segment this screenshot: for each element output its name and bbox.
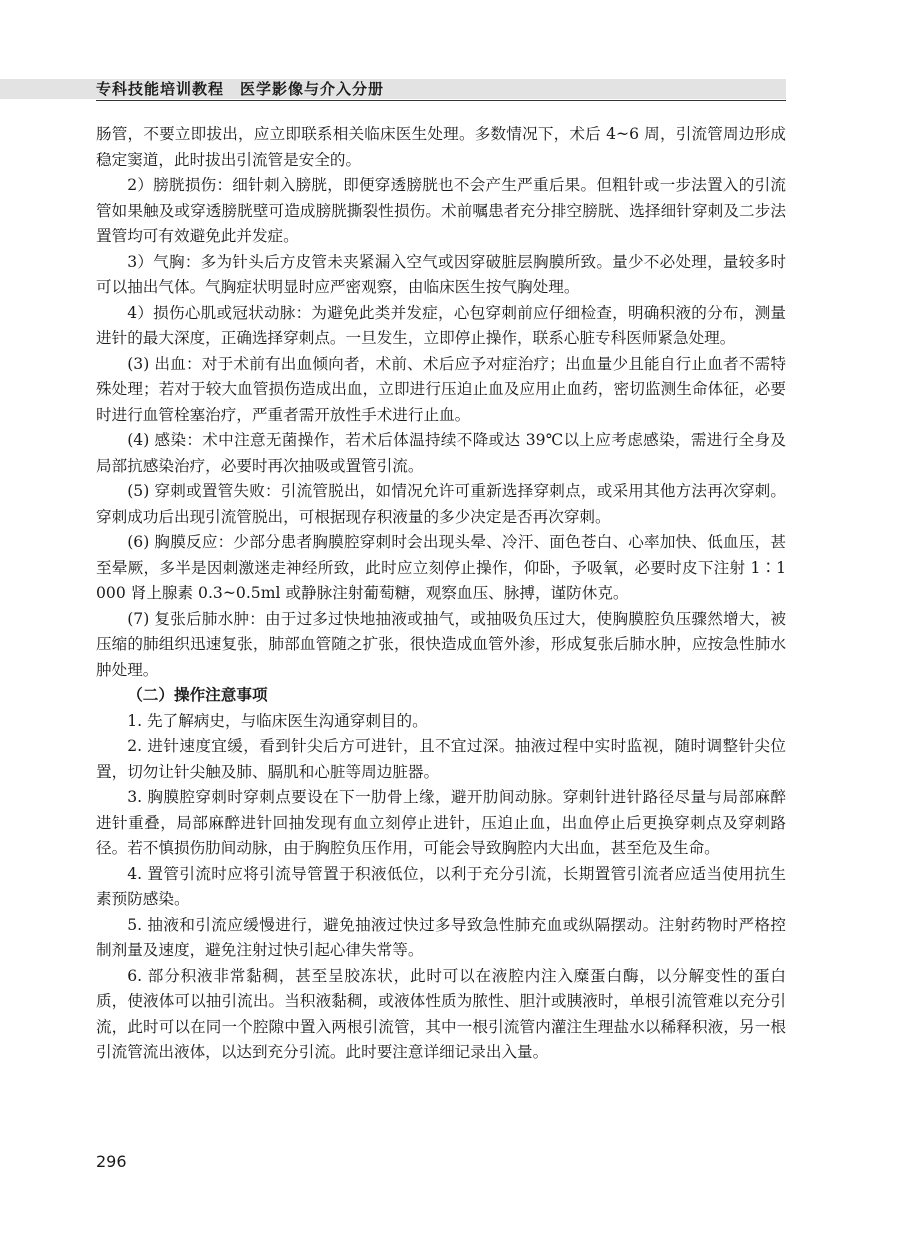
- body-text: [96, 122, 786, 1066]
- book-title: 专科技能培训教程: [96, 80, 225, 98]
- section-heading: （二）操作注意事项: [127, 686, 268, 704]
- paragraph: 2）膀胱损伤：细针刺入膀胱，即便穿透膀胱也不会产生严重后果。但粗针或一步法置入的引流管如果触及或穿透膀胱壁可造成膀胱撕裂性损伤。术前嘱患者充分排空膀胱、选择细针穿刺及二步法置管均可有效避免此并发症。: [96, 176, 786, 245]
- paragraph: (3) 出血：对于术前有出血倾向者，术前、术后应予对症治疗；出血量少且能自行止血者不需特殊处理；若对于较大血管损伤造成出血，立即进行压迫止血及应用止血药，密切监测生命体征，必要时进行血管栓塞治疗，严重者需开放性手术进行止血。: [96, 354, 786, 424]
- paragraph: (6) 胸膜反应：少部分患者胸膜腔穿刺时会出现头晕、冷汗、面色苍白、心率加快、低血压，甚至晕厥，多半是因刺激迷走神经所致，此时应立刻停止操作，仰卧，予吸氧，必要时皮下注射 1∶1 000 肾上腺素 0.3~0.5ml 或静脉注射葡萄糖，观察血压、脉搏，谨防休克。: [96, 533, 786, 602]
- paragraph: 5. 抽液和引流应缓慢进行，避免抽液过快过多导致急性肺充血或纵隔摆动。注射药物时严格控制剂量及速度，避免注射过快引起心律失常等。: [96, 915, 786, 959]
- paragraph: 3）气胸：多为针头后方皮管未夹紧漏入空气或因穿破脏层胸膜所致。量少不必处理，量较多时可以抽出气体。气胸症状明显时应严密观察，由临床医生按气胸处理。: [96, 252, 786, 296]
- running-header: [96, 79, 384, 99]
- paragraph: 3. 胸膜腔穿刺时穿刺点要设在下一肋骨上缘，避开肋间动脉。穿刺针进针路径尽量与局部麻醉进针重叠，局部麻醉进针回抽发现有血立刻停止进针，压迫止血，出血停止后更换穿刺点及穿刺路径。若不慎损伤肋间动脉，由于胸腔负压作用，可能会导致胸腔内大出血，甚至危及生命。: [96, 788, 786, 857]
- paragraph: 4. 置管引流时应将引流导管置于积液低位，以利于充分引流，长期置管引流者应适当使用抗生素预防感染。: [96, 864, 786, 908]
- paragraph: 1. 先了解病史，与临床医生沟通穿刺目的。: [127, 711, 428, 730]
- paragraph: (4) 感染：术中注意无菌操作，若术后体温持续不降或达 39℃以上应考虑感染，需进行全身及局部抗感染治疗，必要时再次抽吸或置管引流。: [96, 431, 786, 475]
- paragraph: 6. 部分积液非常黏稠，甚至呈胶冻状，此时可以在液腔内注入糜蛋白酶，以分解变性的蛋白质，使液体可以抽引流出。当积液黏稠，或液体性质为脓性、胆汁或胰液时，单根引流管难以充分引流，此时可以在同一个腔隙中置入两根引流管，其中一根引流管内灌注生理盐水以稀释积液，另一根引流管流出液体，以达到充分引流。此时要注意详细记录出入量。: [96, 966, 786, 1061]
- paragraph: 2. 进针速度宜缓，看到针尖后方可进针，且不宜过深。抽液过程中实时监视，随时调整针尖位置，切勿让针尖触及肺、膈肌和心脏等周边脏器。: [96, 737, 786, 781]
- paragraph: 4）损伤心肌或冠状动脉：为避免此类并发症，心包穿刺前应仔细检查，明确积液的分布，测量进针的最大深度，正确选择穿刺点。一旦发生，立即停止操作，联系心脏专科医师紧急处理。: [96, 303, 786, 347]
- paragraph: (5) 穿刺或置管失败：引流管脱出，如情况允许可重新选择穿刺点，或采用其他方法再次穿刺。穿刺成功后出现引流管脱出，可根据现存积液量的多少决定是否再次穿刺。: [96, 482, 786, 526]
- paragraph: (7) 复张后肺水肿：由于过多过快地抽液或抽气，或抽吸负压过大，使胸膜腔负压骤然增大，被压缩的肺组织迅速复张，肺部血管随之扩张，很快造成血管外渗，形成复张后肺水肿，应按急性肺水肿处理。: [96, 609, 786, 679]
- volume-title: 医学影像与介入分册: [240, 80, 385, 98]
- page-number: 296: [96, 1152, 127, 1171]
- header-rule: [96, 100, 786, 101]
- paragraph: 肠管，不要立即拔出，应立即联系相关临床医生处理。多数情况下，术后 4~6 周，引流管周边形成稳定窦道，此时拔出引流管是安全的。: [96, 125, 786, 169]
